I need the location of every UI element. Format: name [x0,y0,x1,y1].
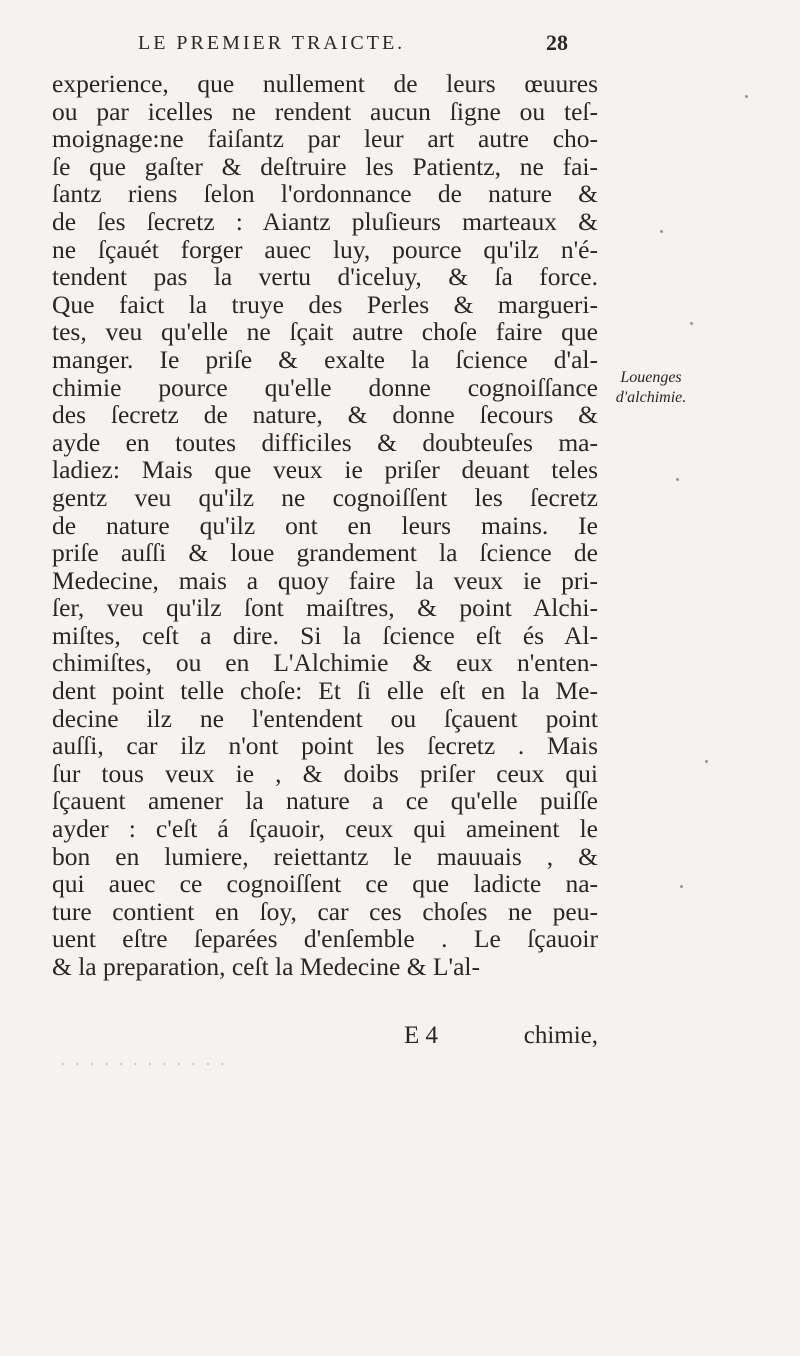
marginal-note [596,368,706,408]
text-line: qui auec ce cognoiſſent ce que ladicte na- [52,869,598,899]
text-line: tes, veu qu'elle ne ſçait autre choſe faire que [52,317,598,347]
text-line: moignage:ne faiſantz par leur art autre cho- [52,124,598,154]
text-line: ſur tous veux ie , & doibs priſer ceux qui [52,758,598,788]
text-line: ſçauent amener la nature a ce qu'elle puiſſe [52,786,598,816]
text-line: de nature qu'ilz ont en leurs mains. Ie [52,510,598,540]
text-line: des ſecretz de nature, & donne ſecours & [52,400,598,430]
page-header [118,30,618,66]
page-footer [52,1022,598,1052]
text-line: miſtes, ceſt a dire. Si la ſcience eſt és Al- [52,620,598,650]
text-line: ſantz riens ſelon l'ordonnance de nature & [52,179,598,209]
text-line: chimie pource qu'elle donne cognoiſſance [52,372,598,402]
text-line: tendent pas la vertu d'iceluy, & ſa force. [52,262,598,292]
signature-mark: E 4 [404,1022,439,1049]
text-line: & la preparation, ceſt la Medecine & L'al- [52,952,480,981]
text-line: ayde en toutes difficiles & doubteuſes ma- [52,427,598,457]
text-line: auſſi, car ilz n'ont point les ſecretz . Mais [52,731,598,761]
text-line: experience, que nullement de leurs œuures [52,69,598,98]
text-line: dent point telle choſe: Et ſi elle eſt en la Me- [52,676,598,706]
marginal-note-line: Louenges [620,369,682,386]
text-line: ayder : c'eſt á ſçauoir, ceux qui ameinent le [52,814,598,844]
text-line: chimiſtes, ou en L'Alchimie & eux n'enten- [52,648,598,678]
ink-speck [690,322,693,325]
text-line: ſer, veu qu'ilz ſont maiſtres, & point Alchi- [52,593,598,623]
text-line: bon en lumiere, reiettantz le mauuais , & [52,841,598,871]
body-text [52,70,598,981]
ink-speck [676,478,679,481]
text-line: ladiez: Mais que veux ie priſer deuant teles [52,455,598,485]
marginal-note-line: d'alchimie. [615,389,687,406]
text-line: priſe auſſi & loue grandement la ſcience de [52,538,598,568]
show-through-text: · · · · · · · · · · · · [60,1054,228,1074]
text-line: gentz veu qu'ilz ne cognoiſſent les ſecretz [52,482,598,512]
ink-speck [680,885,683,888]
running-title: LE PREMIER TRAICTE. [138,32,406,54]
text-line: ſe que gaſter & deſtruire les Patientz, ne fai- [52,151,598,181]
text-line: Medecine, mais a quoy faire la veux ie pri- [52,565,598,595]
ink-speck [660,230,663,233]
text-line: uent eſtre ſeparées d'enſemble . Le ſçauoir [52,924,598,954]
catchword: chimie, [523,1022,598,1049]
text-line: Que faict la truye des Perles & margueri- [52,289,598,319]
text-line: de ſes ſecretz : Aiantz pluſieurs marteaux & [52,206,598,236]
text-line: ou par icelles ne rendent aucun ſigne ou teſ- [52,96,598,126]
text-line: decine ilz ne l'entendent ou ſçauent point [52,703,598,733]
text-line: ne ſçauét forger auec luy, pource qu'ilz n'é- [52,234,598,264]
page-number: 28 [546,30,568,55]
text-line: manger. Ie priſe & exalte la ſcience d'al- [52,344,598,374]
ink-speck [745,95,748,98]
text-line: ture contient en ſoy, car ces choſes ne peu- [52,896,598,926]
ink-speck [705,760,708,763]
